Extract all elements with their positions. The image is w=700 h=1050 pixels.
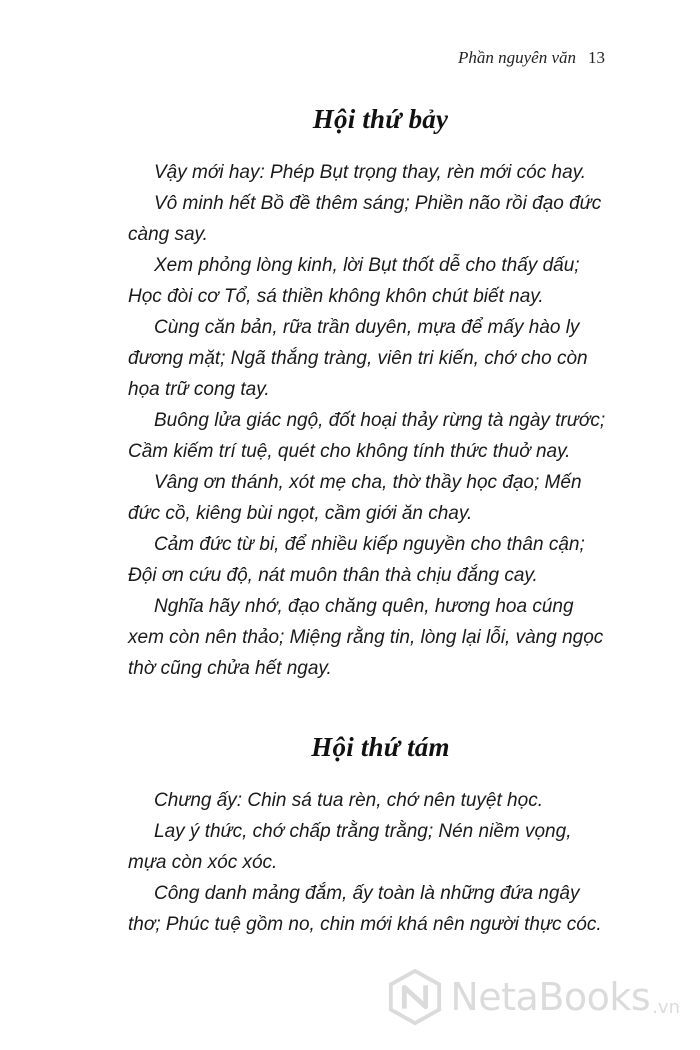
verse: Nghĩa hãy nhớ, đạo chăng quên, hương hoa cúng xem còn nên thảo; Miệng rằng tin, lòng lại lỗi, vàng ngọc thờ cũng chửa hết ngay. (128, 596, 604, 679)
verse: Vô minh hết Bồ đề thêm sáng; Phiền não rồi đạo đức càng say. (128, 193, 602, 245)
verse: Lay ý thức, chớ chấp trằng trằng; Nén niềm vọng, mựa còn xóc xóc. (128, 821, 572, 873)
verse: Vậy mới hay: Phép Bụt trọng thay, rèn mới cóc hay. (154, 162, 587, 183)
verse: Công danh mảng đắm, ấy toàn là những đứa ngây thơ; Phúc tuệ gồm no, chin mới khá nên người thực cóc. (128, 883, 602, 935)
verse: Cùng căn bản, rữa trần duyên, mựa để mấy hào ly đương mặt; Ngã thắng tràng, viên tri kiến, chớ cho còn họa trữ cong tay. (128, 317, 588, 400)
section-hoi-thu-tam (128, 732, 613, 940)
verse: Cảm đức từ bi, để nhiều kiếp nguyền cho thân cận; Đội ơn cứu độ, nát muôn thân thà chịu đắng cay. (128, 534, 585, 586)
netabooks-logo-icon (386, 968, 444, 1026)
watermark-text: NetaBooks (450, 975, 651, 1019)
verse: Chưng ấy: Chin sá tua rèn, chớ nên tuyệt học. (154, 790, 543, 811)
verse: Vâng ơn thánh, xót mẹ cha, thờ thầy học đạo; Mến đức cồ, kiêng bùi ngọt, cầm giới ăn chay. (128, 472, 582, 524)
verse: Xem phỏng lòng kinh, lời Bụt thốt dễ cho thấy dấu; Học đòi cơ Tổ, sá thiền không khôn chút biết nay. (128, 255, 580, 307)
verse-list (128, 157, 613, 684)
running-head (458, 48, 605, 68)
watermark (386, 968, 680, 1026)
verse-list (128, 785, 613, 940)
running-head-title: Phần nguyên văn (457, 48, 576, 67)
section-title: Hội thứ bảy (312, 104, 449, 134)
section-title: Hội thứ tám (311, 732, 450, 762)
section-hoi-thu-bay (128, 104, 613, 684)
watermark-suffix: .vn (652, 997, 680, 1018)
verse: Buông lửa giác ngộ, đốt hoại thảy rừng tà ngày trước; Cầm kiếm trí tuệ, quét cho không tính thức thuở nay. (128, 410, 606, 462)
page-number: 13 (588, 48, 605, 67)
